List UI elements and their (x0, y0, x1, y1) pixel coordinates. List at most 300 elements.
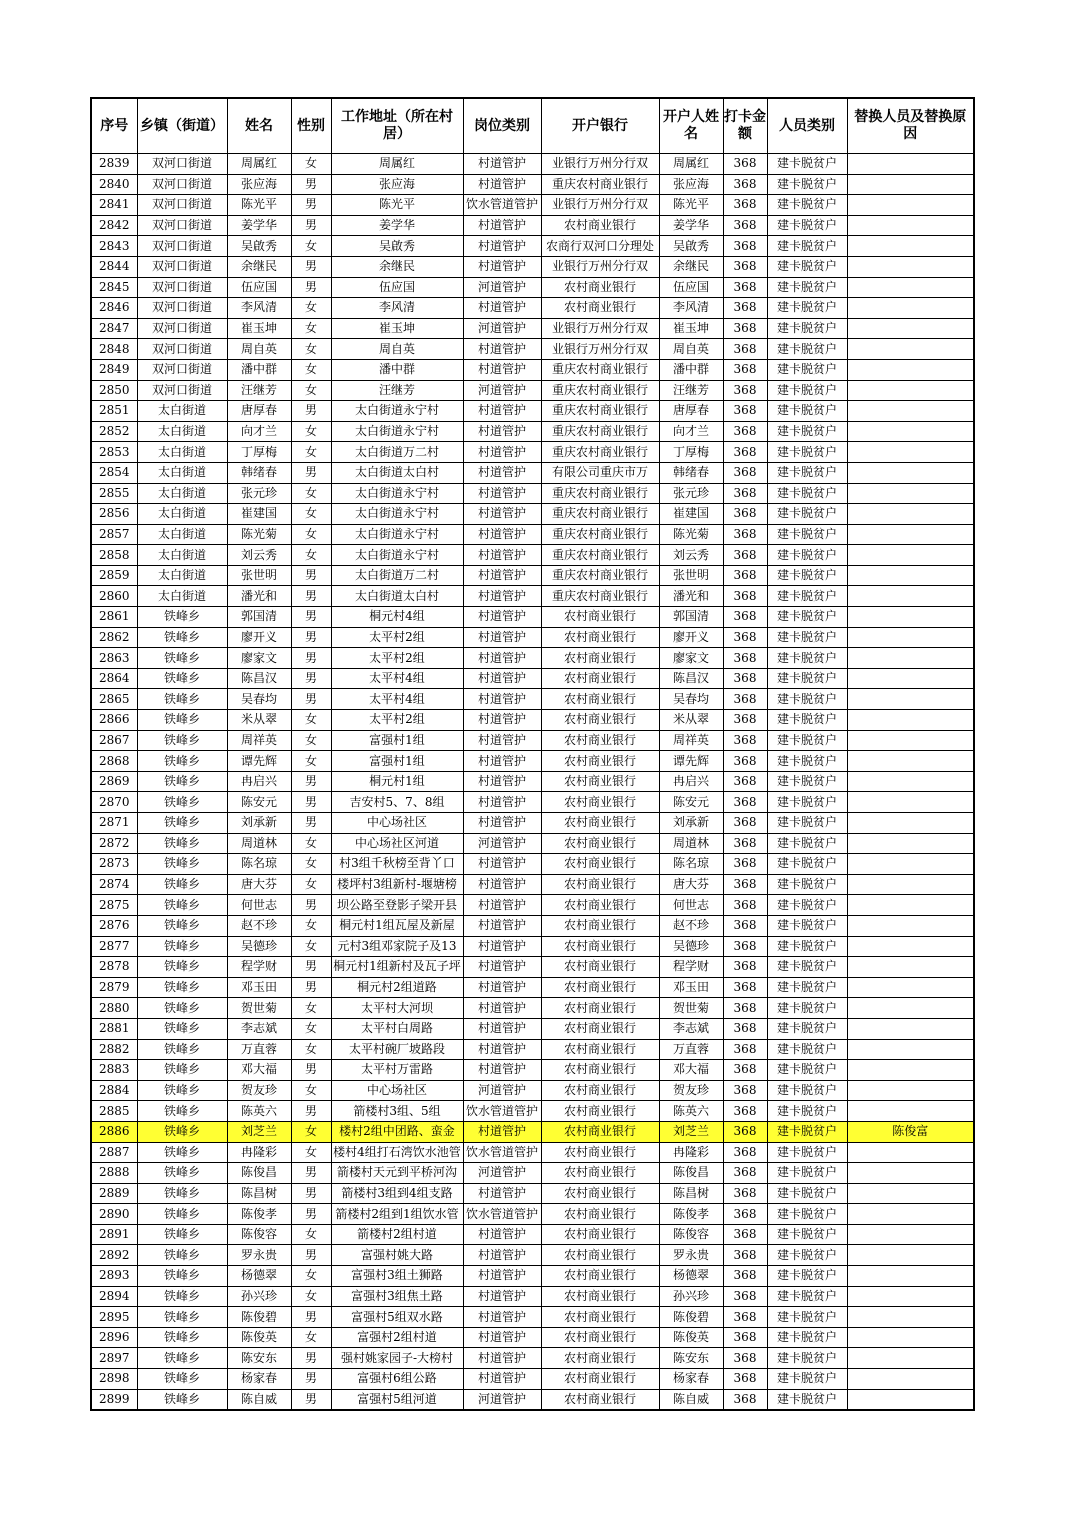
table-cell: 铁峰乡 (137, 710, 227, 731)
table-cell: 建卡脱贫户 (767, 689, 847, 710)
table-cell: 建卡脱贫户 (767, 236, 847, 257)
table-cell (847, 462, 974, 483)
table-cell: 男 (291, 1307, 331, 1328)
table-cell: 太白街道 (137, 462, 227, 483)
table-cell: 村道管护 (463, 998, 541, 1019)
table-row (91, 483, 974, 504)
table-cell (847, 256, 974, 277)
table-cell: 太白街道 (137, 442, 227, 463)
table-cell: 建卡脱贫户 (767, 957, 847, 978)
table-cell: 农村商业银行 (541, 957, 659, 978)
table-cell: 双河口街道 (137, 256, 227, 277)
table-cell: 2842 (91, 215, 137, 236)
table-cell: 富强村5组河道 (331, 1389, 463, 1410)
table-cell: 重庆农村商业银行 (541, 380, 659, 401)
table-cell: 建卡脱贫户 (767, 813, 847, 834)
table-row (91, 1018, 974, 1039)
table-cell: 伍应国 (659, 277, 723, 298)
table-cell: 楼村4组打石湾饮水池管 (331, 1142, 463, 1163)
table-cell: 男 (291, 1348, 331, 1369)
table-cell (847, 792, 974, 813)
table-cell: 箭楼村3组到4组支路 (331, 1183, 463, 1204)
table-cell: 建卡脱贫户 (767, 524, 847, 545)
table-cell: 368 (723, 1327, 767, 1348)
table-cell: 重庆农村商业银行 (541, 174, 659, 195)
table-cell: 368 (723, 1183, 767, 1204)
table-cell (847, 771, 974, 792)
table-cell (847, 504, 974, 525)
table-cell: 富强村5组双水路 (331, 1307, 463, 1328)
table-cell: 刘云秀 (227, 545, 291, 566)
table-cell: 杨家春 (227, 1369, 291, 1390)
table-cell: 建卡脱贫户 (767, 1369, 847, 1390)
table-cell: 368 (723, 380, 767, 401)
table-cell: 重庆农村商业银行 (541, 401, 659, 422)
table-cell: 铁峰乡 (137, 874, 227, 895)
table-cell (847, 442, 974, 463)
table-cell: 农村商业银行 (541, 1183, 659, 1204)
table-cell: 潘中群 (227, 359, 291, 380)
table-cell: 2862 (91, 627, 137, 648)
table-cell: 男 (291, 195, 331, 216)
table-cell: 女 (291, 1080, 331, 1101)
table-cell: 农村商业银行 (541, 1080, 659, 1101)
table-cell: 箭楼村2组村道 (331, 1224, 463, 1245)
table-cell: 业银行万州分行双 (541, 195, 659, 216)
table-row (91, 462, 974, 483)
table-cell (847, 1369, 974, 1390)
table-cell: 陈自威 (659, 1389, 723, 1410)
table-cell: 汪继芳 (331, 380, 463, 401)
table-cell: 建卡脱贫户 (767, 977, 847, 998)
table-cell: 铁峰乡 (137, 689, 227, 710)
table-cell: 368 (723, 813, 767, 834)
table-cell: 张应海 (659, 174, 723, 195)
table-cell: 2874 (91, 874, 137, 895)
table-cell: 男 (291, 792, 331, 813)
table-cell: 2860 (91, 586, 137, 607)
table-cell: 农村商业银行 (541, 627, 659, 648)
table-cell: 农村商业银行 (541, 689, 659, 710)
table-cell: 余继民 (227, 256, 291, 277)
table-cell: 368 (723, 174, 767, 195)
table-cell: 周道林 (227, 833, 291, 854)
table-cell: 万直蓉 (227, 1039, 291, 1060)
table-cell: 韩绪春 (227, 462, 291, 483)
table-cell: 村道管护 (463, 689, 541, 710)
table-cell: 唐大芬 (659, 874, 723, 895)
table-cell: 农村商业银行 (541, 1224, 659, 1245)
table-row (91, 359, 974, 380)
table-row (91, 236, 974, 257)
table-cell: 余继民 (659, 256, 723, 277)
table-cell: 太白街道 (137, 401, 227, 422)
table-cell: 2851 (91, 401, 137, 422)
table-cell: 陈名琼 (659, 854, 723, 875)
table-cell (847, 1080, 974, 1101)
table-row (91, 689, 974, 710)
table-cell: 铁峰乡 (137, 1039, 227, 1060)
table-row (91, 1348, 974, 1369)
table-cell: 村道管护 (463, 504, 541, 525)
table-cell: 陈安东 (227, 1348, 291, 1369)
table-cell: 村道管护 (463, 401, 541, 422)
table-row (91, 607, 974, 628)
table-cell: 陈俊富 (847, 1121, 974, 1142)
table-cell: 冉隆彩 (659, 1142, 723, 1163)
table-cell: 2885 (91, 1101, 137, 1122)
table-cell (847, 154, 974, 175)
table-cell: 2847 (91, 318, 137, 339)
table-cell: 建卡脱贫户 (767, 1348, 847, 1369)
table-cell: 丁厚梅 (659, 442, 723, 463)
table-cell: 中心场社区 (331, 813, 463, 834)
table-cell: 陈俊容 (227, 1224, 291, 1245)
table-cell: 富强村6组公路 (331, 1369, 463, 1390)
table-cell: 河道管护 (463, 833, 541, 854)
table-cell: 向才兰 (227, 421, 291, 442)
table-cell: 河道管护 (463, 1389, 541, 1410)
table-cell: 张世明 (659, 565, 723, 586)
table-row (91, 524, 974, 545)
table-header (91, 98, 974, 154)
table-cell: 陈昌汉 (227, 668, 291, 689)
table-cell: 太白街道永宁村 (331, 524, 463, 545)
table-cell: 陈英六 (227, 1101, 291, 1122)
table-cell: 女 (291, 380, 331, 401)
table-cell: 建卡脱贫户 (767, 154, 847, 175)
table-cell: 强村姚家园子-大榜村 (331, 1348, 463, 1369)
table-cell: 女 (291, 854, 331, 875)
header-cell: 开户人姓名 (659, 98, 723, 154)
table-cell: 廖开义 (227, 627, 291, 648)
table-cell: 368 (723, 154, 767, 175)
table-cell: 河道管护 (463, 1080, 541, 1101)
table-cell: 368 (723, 1142, 767, 1163)
header-cell: 打卡金额 (723, 98, 767, 154)
table-cell: 2895 (91, 1307, 137, 1328)
table-cell: 太白街道永宁村 (331, 401, 463, 422)
table-cell: 2889 (91, 1183, 137, 1204)
table-cell: 女 (291, 915, 331, 936)
table-cell: 崔玉坤 (659, 318, 723, 339)
table-cell: 铁峰乡 (137, 1286, 227, 1307)
table-cell: 女 (291, 998, 331, 1019)
table-cell: 女 (291, 1286, 331, 1307)
table-cell: 女 (291, 1224, 331, 1245)
table-cell: 罗永贵 (227, 1245, 291, 1266)
table-cell: 李志斌 (227, 1018, 291, 1039)
table-cell: 男 (291, 668, 331, 689)
table-cell: 2846 (91, 298, 137, 319)
table-cell: 杨德翠 (659, 1266, 723, 1287)
table-cell: 重庆农村商业银行 (541, 545, 659, 566)
table-cell: 2863 (91, 648, 137, 669)
table-cell: 铁峰乡 (137, 1121, 227, 1142)
table-row (91, 936, 974, 957)
table-cell: 2854 (91, 462, 137, 483)
table-cell: 建卡脱贫户 (767, 874, 847, 895)
table-cell: 男 (291, 256, 331, 277)
table-cell: 农村商业银行 (541, 998, 659, 1019)
table-cell: 刘承新 (659, 813, 723, 834)
table-cell: 2858 (91, 545, 137, 566)
table-cell: 何世志 (227, 895, 291, 916)
table-cell: 2848 (91, 339, 137, 360)
table-cell: 陈光菊 (659, 524, 723, 545)
table-cell: 368 (723, 545, 767, 566)
table-cell: 刘云秀 (659, 545, 723, 566)
table-cell: 村道管护 (463, 1369, 541, 1390)
table-cell: 村道管护 (463, 215, 541, 236)
header-row (91, 98, 974, 154)
table-cell: 太平村万雷路 (331, 1060, 463, 1081)
table-cell: 建卡脱贫户 (767, 998, 847, 1019)
table-row (91, 874, 974, 895)
table-cell: 建卡脱贫户 (767, 586, 847, 607)
table-cell: 建卡脱贫户 (767, 339, 847, 360)
table-cell: 太白街道 (137, 586, 227, 607)
table-cell: 2886 (91, 1121, 137, 1142)
table-cell (847, 174, 974, 195)
table-cell: 农村商业银行 (541, 648, 659, 669)
table-cell: 重庆农村商业银行 (541, 483, 659, 504)
table-cell: 2870 (91, 792, 137, 813)
table-cell: 中心场社区 (331, 1080, 463, 1101)
table-row (91, 1060, 974, 1081)
table-cell: 冉隆彩 (227, 1142, 291, 1163)
table-cell: 村道管护 (463, 1183, 541, 1204)
table-row (91, 1327, 974, 1348)
table-cell: 饮水管道管护 (463, 1101, 541, 1122)
table-cell: 2896 (91, 1327, 137, 1348)
table-cell (847, 236, 974, 257)
table-cell: 2857 (91, 524, 137, 545)
table-cell: 建卡脱贫户 (767, 401, 847, 422)
table-cell: 368 (723, 298, 767, 319)
table-cell: 368 (723, 895, 767, 916)
table-cell: 村道管护 (463, 1348, 541, 1369)
table-cell: 铁峰乡 (137, 648, 227, 669)
table-cell: 女 (291, 236, 331, 257)
table-cell: 陈俊昌 (659, 1163, 723, 1184)
table-cell (847, 833, 974, 854)
table-cell: 吴啟秀 (227, 236, 291, 257)
table-cell: 2845 (91, 277, 137, 298)
table-cell: 建卡脱贫户 (767, 1183, 847, 1204)
table-cell: 男 (291, 1389, 331, 1410)
table-cell: 农村商业银行 (541, 1245, 659, 1266)
table-cell: 铁峰乡 (137, 1183, 227, 1204)
table-cell: 太平村4组 (331, 668, 463, 689)
table-cell: 2873 (91, 854, 137, 875)
header-cell: 工作地址（所在村居） (331, 98, 463, 154)
table-cell: 太平村4组 (331, 689, 463, 710)
header-cell: 替换人员及替换原因 (847, 98, 974, 154)
table-cell: 农村商业银行 (541, 895, 659, 916)
table-cell: 村道管护 (463, 874, 541, 895)
table-row (91, 1101, 974, 1122)
table-cell: 2899 (91, 1389, 137, 1410)
table-cell: 农村商业银行 (541, 1121, 659, 1142)
table-cell: 汪继芳 (659, 380, 723, 401)
table-cell: 楼坪村3组新村-堰塘榜 (331, 874, 463, 895)
table-cell: 建卡脱贫户 (767, 854, 847, 875)
table-cell: 冉启兴 (227, 771, 291, 792)
table-cell: 村道管护 (463, 154, 541, 175)
table-row (91, 648, 974, 669)
table-cell: 铁峰乡 (137, 1142, 227, 1163)
table-cell (847, 1101, 974, 1122)
table-cell: 建卡脱贫户 (767, 1060, 847, 1081)
table-cell: 陈光菊 (227, 524, 291, 545)
table-row (91, 1183, 974, 1204)
table-cell: 铁峰乡 (137, 1327, 227, 1348)
table-cell: 贺世菊 (227, 998, 291, 1019)
table-cell: 太白街道 (137, 483, 227, 504)
table-cell: 村道管护 (463, 236, 541, 257)
table-cell: 双河口街道 (137, 277, 227, 298)
table-cell (847, 339, 974, 360)
table-cell: 太平村大河坝 (331, 998, 463, 1019)
table-cell: 男 (291, 813, 331, 834)
table-cell: 368 (723, 1348, 767, 1369)
table-cell: 邓玉田 (659, 977, 723, 998)
table-cell: 368 (723, 627, 767, 648)
table-cell (847, 298, 974, 319)
table-row (91, 792, 974, 813)
table-row (91, 318, 974, 339)
table-cell (847, 421, 974, 442)
table-cell: 铁峰乡 (137, 627, 227, 648)
table-cell: 2843 (91, 236, 137, 257)
table-cell: 米从翠 (227, 710, 291, 731)
table-row (91, 895, 974, 916)
table-cell (847, 895, 974, 916)
table-cell: 陈俊碧 (659, 1307, 723, 1328)
table-cell: 吴啟秀 (331, 236, 463, 257)
table-cell: 铁峰乡 (137, 1018, 227, 1039)
table-cell: 唐大芬 (227, 874, 291, 895)
table-cell: 孙兴珍 (227, 1286, 291, 1307)
table-cell: 双河口街道 (137, 380, 227, 401)
table-cell: 箭楼村2组到1组饮水管 (331, 1204, 463, 1225)
table-cell (847, 195, 974, 216)
table-cell: 女 (291, 318, 331, 339)
table-cell: 中心场社区河道 (331, 833, 463, 854)
table-cell: 368 (723, 751, 767, 772)
table-cell: 建卡脱贫户 (767, 1204, 847, 1225)
table-cell: 建卡脱贫户 (767, 1163, 847, 1184)
table-cell: 铁峰乡 (137, 1204, 227, 1225)
table-cell: 建卡脱贫户 (767, 668, 847, 689)
table-row (91, 854, 974, 875)
table-cell: 368 (723, 1101, 767, 1122)
table-cell: 2864 (91, 668, 137, 689)
table-cell: 2883 (91, 1060, 137, 1081)
table-cell: 农村商业银行 (541, 1307, 659, 1328)
table-cell: 女 (291, 936, 331, 957)
table-cell: 建卡脱贫户 (767, 936, 847, 957)
table-cell (847, 1389, 974, 1410)
table-cell: 村道管护 (463, 668, 541, 689)
table-cell (847, 1286, 974, 1307)
table-cell: 村道管护 (463, 483, 541, 504)
table-cell: 368 (723, 1286, 767, 1307)
table-cell: 368 (723, 1039, 767, 1060)
table-cell: 农村商业银行 (541, 1018, 659, 1039)
table-cell: 箭楼村3组、5组 (331, 1101, 463, 1122)
table-cell (847, 1142, 974, 1163)
table-cell: 农村商业银行 (541, 607, 659, 628)
table-cell: 吴春均 (227, 689, 291, 710)
table-cell: 陈安东 (659, 1348, 723, 1369)
table-row (91, 833, 974, 854)
table-cell: 太白街道太白村 (331, 586, 463, 607)
table-cell (847, 957, 974, 978)
table-cell: 2882 (91, 1039, 137, 1060)
table-cell: 女 (291, 154, 331, 175)
table-cell: 丁厚梅 (227, 442, 291, 463)
table-cell (847, 710, 974, 731)
table-cell: 村道管护 (463, 915, 541, 936)
table-cell: 女 (291, 730, 331, 751)
table-cell: 368 (723, 1389, 767, 1410)
table-cell: 368 (723, 689, 767, 710)
table-cell: 2890 (91, 1204, 137, 1225)
table-cell: 农村商业银行 (541, 277, 659, 298)
table-cell: 368 (723, 1121, 767, 1142)
table-cell: 廖开义 (659, 627, 723, 648)
table-cell (847, 215, 974, 236)
table-cell: 2876 (91, 915, 137, 936)
table-cell: 陈光平 (227, 195, 291, 216)
table-cell: 铁峰乡 (137, 895, 227, 916)
table-cell: 郭国清 (659, 607, 723, 628)
table-cell: 村道管护 (463, 339, 541, 360)
table-row (91, 1080, 974, 1101)
table-cell: 2897 (91, 1348, 137, 1369)
table-cell: 368 (723, 730, 767, 751)
table-cell: 男 (291, 1163, 331, 1184)
table-cell (847, 1039, 974, 1060)
table-cell: 女 (291, 545, 331, 566)
table-cell: 建卡脱贫户 (767, 565, 847, 586)
table-cell (847, 607, 974, 628)
table-cell: 农村商业银行 (541, 730, 659, 751)
table-cell: 陈俊孝 (227, 1204, 291, 1225)
table-cell: 富强村1组 (331, 751, 463, 772)
table-cell: 村道管护 (463, 1327, 541, 1348)
table-cell: 女 (291, 339, 331, 360)
table-cell: 双河口街道 (137, 215, 227, 236)
table-cell: 吴春均 (659, 689, 723, 710)
table-cell: 周属红 (227, 154, 291, 175)
table-cell: 建卡脱贫户 (767, 298, 847, 319)
table-cell: 女 (291, 1327, 331, 1348)
table-cell: 双河口街道 (137, 195, 227, 216)
table-cell: 邓大福 (659, 1060, 723, 1081)
table-cell: 太平村2组 (331, 627, 463, 648)
table-cell: 建卡脱贫户 (767, 607, 847, 628)
table-cell: 伍应国 (331, 277, 463, 298)
table-cell: 富强村1组 (331, 730, 463, 751)
table-cell: 周属红 (659, 154, 723, 175)
table-cell: 2871 (91, 813, 137, 834)
table-cell (847, 874, 974, 895)
table-cell: 368 (723, 236, 767, 257)
table-cell: 村道管护 (463, 1245, 541, 1266)
